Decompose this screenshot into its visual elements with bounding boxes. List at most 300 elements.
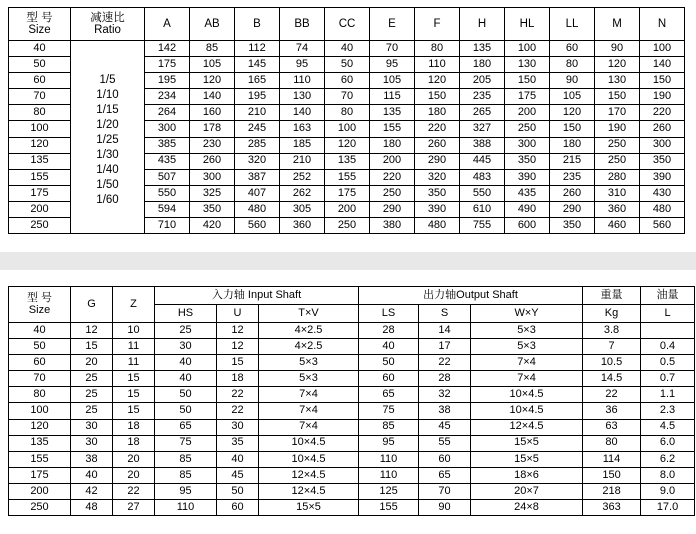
shaft-cell-tv: 7×4: [259, 403, 359, 419]
shaft-cell-l: 0.4: [641, 339, 695, 355]
dimension-cell: 387: [235, 169, 280, 185]
dimension-cell: 140: [280, 105, 325, 121]
shaft-cell-ls: 40: [359, 339, 419, 355]
dimension-cell: 120: [595, 57, 640, 73]
dimension-cell: 120: [415, 73, 460, 89]
shaft-cell-g: 38: [71, 451, 113, 467]
shaft-row: [9, 403, 695, 419]
shaft-row: [9, 323, 695, 339]
dimension-cell: 130: [280, 89, 325, 105]
shaft-cell-g: 12: [71, 323, 113, 339]
dimension-cell: 250: [595, 137, 640, 153]
shaft-cell-z: 15: [113, 387, 155, 403]
shaft-cell-ls: 85: [359, 419, 419, 435]
shaft-cell-hs: 65: [155, 419, 217, 435]
dimension-cell: 145: [235, 57, 280, 73]
shaft-cell-z: 18: [113, 435, 155, 451]
dimension-cell: 200: [370, 153, 415, 169]
dimension-cell: 165: [235, 73, 280, 89]
dimension-cell: 280: [595, 169, 640, 185]
shaft-cell-ls: 65: [359, 387, 419, 403]
dimension-cell: 190: [640, 89, 685, 105]
dimension-cell: 105: [550, 89, 595, 105]
shaft-cell-kg: 22: [583, 387, 641, 403]
ratio-item: 1/10: [96, 88, 119, 101]
col-header-txv: T×V: [259, 305, 359, 323]
shaft-row: [9, 355, 695, 371]
dimension-cell: 320: [415, 169, 460, 185]
model-size-header: [9, 287, 71, 323]
dimension-cell: 180: [415, 105, 460, 121]
shaft-cell-u: 35: [217, 435, 259, 451]
dimension-cell: 390: [415, 201, 460, 217]
shaft-cell-g: 42: [71, 483, 113, 499]
shaft-cell-tv: 5×3: [259, 371, 359, 387]
dimension-cell: 245: [235, 121, 280, 137]
dimension-cell: 190: [595, 121, 640, 137]
dimension-cell: 507: [145, 169, 190, 185]
dimension-cell: 250: [505, 121, 550, 137]
dimension-cell: 300: [640, 137, 685, 153]
shaft-cell-ls: 60: [359, 371, 419, 387]
dimension-cell: 480: [415, 218, 460, 234]
dimension-cell: 385: [145, 137, 190, 153]
dimension-cell: 150: [415, 89, 460, 105]
shaft-cell-s: 28: [419, 371, 471, 387]
shaft-cell-kg: 80: [583, 435, 641, 451]
shaft-cell-l: 4.5: [641, 419, 695, 435]
dimension-cell: 60: [325, 73, 370, 89]
shaft-cell-l: 1.1: [641, 387, 695, 403]
dimension-cell: 140: [640, 57, 685, 73]
shaft-cell-ls: 50: [359, 355, 419, 371]
dimension-cell: 420: [190, 218, 235, 234]
ratio-item: 1/20: [96, 118, 119, 131]
shaft-table: [8, 286, 695, 516]
dimension-cell: 250: [370, 185, 415, 201]
size-cell: 50: [9, 57, 71, 73]
dimension-cell: 260: [415, 137, 460, 153]
dimension-cell: 755: [460, 218, 505, 234]
size-cell: 120: [9, 137, 71, 153]
dimension-cell: 327: [460, 121, 505, 137]
dimension-cell: 234: [145, 89, 190, 105]
shaft-cell-s: 70: [419, 483, 471, 499]
shaft-cell-hs: 85: [155, 467, 217, 483]
shaft-cell-hs: 50: [155, 403, 217, 419]
shaft-cell-z: 15: [113, 403, 155, 419]
shaft-cell-s: 90: [419, 500, 471, 516]
shaft-cell-z: 20: [113, 451, 155, 467]
shaft-cell-tv: 4×2.5: [259, 323, 359, 339]
dimension-cell: 550: [460, 185, 505, 201]
col-header-b: B: [235, 8, 280, 41]
dimension-cell: 325: [190, 185, 235, 201]
dimension-cell: 150: [640, 73, 685, 89]
shaft-cell-g: 25: [71, 403, 113, 419]
shaft-cell-wy: 15×5: [471, 451, 583, 467]
dimension-cell: 120: [190, 73, 235, 89]
dimension-cell: 252: [280, 169, 325, 185]
shaft-cell-tv: 7×4: [259, 387, 359, 403]
dimension-cell: 260: [190, 153, 235, 169]
shaft-cell-ls: 155: [359, 500, 419, 516]
shaft-cell-size: 120: [9, 419, 71, 435]
dimension-cell: 200: [325, 201, 370, 217]
dimension-cell: 175: [145, 57, 190, 73]
dimension-cell: 305: [280, 201, 325, 217]
shaft-cell-s: 14: [419, 323, 471, 339]
weight-header-cn: 重量: [583, 287, 641, 305]
shaft-cell-s: 55: [419, 435, 471, 451]
col-header-ab: AB: [190, 8, 235, 41]
shaft-cell-size: 100: [9, 403, 71, 419]
shaft-cell-g: 15: [71, 339, 113, 355]
model-label: 型 号: [26, 291, 53, 304]
shaft-cell-u: 50: [217, 483, 259, 499]
shaft-cell-kg: 3.8: [583, 323, 641, 339]
shaft-cell-size: 155: [9, 451, 71, 467]
dimension-cell: 175: [325, 185, 370, 201]
dimension-cell: 200: [505, 105, 550, 121]
dimension-cell: 320: [235, 153, 280, 169]
dimension-cell: 195: [145, 73, 190, 89]
dimension-cell: 115: [370, 89, 415, 105]
model-size-header: [9, 8, 71, 41]
dimension-cell: 710: [145, 218, 190, 234]
shaft-cell-kg: 150: [583, 467, 641, 483]
dimension-cell: 112: [235, 41, 280, 57]
shaft-cell-g: 20: [71, 355, 113, 371]
ratio-item: 1/5: [99, 73, 116, 86]
dimension-cell: 170: [595, 105, 640, 121]
dimension-cell: 80: [325, 105, 370, 121]
dimension-cell: 594: [145, 201, 190, 217]
shaft-cell-tv: 10×4.5: [259, 451, 359, 467]
shaft-cell-s: 38: [419, 403, 471, 419]
shaft-cell-l: 0.5: [641, 355, 695, 371]
dimension-cell: 130: [595, 73, 640, 89]
shaft-row: [9, 419, 695, 435]
shaft-cell-z: 11: [113, 355, 155, 371]
shaft-cell-tv: 12×4.5: [259, 483, 359, 499]
dimension-cell: 40: [325, 41, 370, 57]
dimension-cell: 150: [505, 73, 550, 89]
shaft-cell-z: 22: [113, 483, 155, 499]
dimension-cell: 250: [595, 153, 640, 169]
shaft-cell-size: 60: [9, 355, 71, 371]
dimension-cell: 350: [415, 185, 460, 201]
dimension-cell: 110: [280, 73, 325, 89]
shaft-cell-wy: 18×6: [471, 467, 583, 483]
shaft-cell-l: [641, 323, 695, 339]
col-header-hl: HL: [505, 8, 550, 41]
dimension-cell: 105: [370, 73, 415, 89]
dimension-cell: 260: [550, 185, 595, 201]
dimension-cell: 310: [595, 185, 640, 201]
dimension-cell: 155: [370, 121, 415, 137]
col-header-n: N: [640, 8, 685, 41]
shaft-cell-z: 15: [113, 371, 155, 387]
shaft-cell-l: 8.0: [641, 467, 695, 483]
size-cell: 175: [9, 185, 71, 201]
dimension-cell: 195: [235, 89, 280, 105]
shaft-cell-size: 200: [9, 483, 71, 499]
dimension-cell: 135: [460, 41, 505, 57]
col-header-a: A: [145, 8, 190, 41]
shaft-cell-l: 0.7: [641, 371, 695, 387]
shaft-cell-size: 250: [9, 500, 71, 516]
shaft-row: [9, 371, 695, 387]
shaft-cell-s: 22: [419, 355, 471, 371]
col-header-hs: HS: [155, 305, 217, 323]
dimension-cell: 95: [370, 57, 415, 73]
dimension-cell: 215: [550, 153, 595, 169]
col-header-h: H: [460, 8, 505, 41]
dimension-cell: 95: [280, 57, 325, 73]
dimension-cell: 390: [505, 169, 550, 185]
dimension-cell: 480: [640, 201, 685, 217]
shaft-cell-g: 25: [71, 371, 113, 387]
col-header-cc: CC: [325, 8, 370, 41]
shaft-cell-tv: 7×4: [259, 419, 359, 435]
dimension-cell: 178: [190, 121, 235, 137]
size-cell: 60: [9, 73, 71, 89]
shaft-cell-kg: 114: [583, 451, 641, 467]
shaft-cell-hs: 110: [155, 500, 217, 516]
shaft-cell-hs: 40: [155, 355, 217, 371]
dimension-cell: 483: [460, 169, 505, 185]
shaft-cell-z: 20: [113, 467, 155, 483]
dimension-cell: 290: [370, 201, 415, 217]
dimension-cell: 85: [190, 41, 235, 57]
shaft-header-row-1: [9, 287, 695, 305]
shaft-cell-u: 12: [217, 339, 259, 355]
shaft-cell-u: 30: [217, 419, 259, 435]
shaft-cell-g: 25: [71, 387, 113, 403]
dimension-cell: 135: [325, 153, 370, 169]
dimensions-header-row: [9, 8, 685, 41]
size-cell: 135: [9, 153, 71, 169]
dimension-cell: 220: [415, 121, 460, 137]
dimensions-table: [8, 7, 685, 234]
shaft-cell-ls: 95: [359, 435, 419, 451]
dimension-cell: 285: [235, 137, 280, 153]
col-header-e: E: [370, 8, 415, 41]
model-label: 型 号: [26, 11, 53, 24]
dimension-cell: 160: [190, 105, 235, 121]
dimension-cell: 210: [280, 153, 325, 169]
col-header-f: F: [415, 8, 460, 41]
shaft-cell-size: 40: [9, 323, 71, 339]
shaft-cell-size: 50: [9, 339, 71, 355]
shaft-cell-l: 6.0: [641, 435, 695, 451]
dimension-cell: 60: [550, 41, 595, 57]
shaft-cell-wy: 24×8: [471, 500, 583, 516]
shaft-cell-wy: 15×5: [471, 435, 583, 451]
shaft-cell-hs: 50: [155, 387, 217, 403]
dimension-cell: 220: [640, 105, 685, 121]
dimension-cell: 264: [145, 105, 190, 121]
shaft-cell-wy: 5×3: [471, 323, 583, 339]
shaft-cell-wy: 20×7: [471, 483, 583, 499]
shaft-cell-u: 60: [217, 500, 259, 516]
shaft-cell-wy: 5×3: [471, 339, 583, 355]
dimension-cell: 175: [505, 89, 550, 105]
shaft-row: [9, 467, 695, 483]
dimension-cell: 610: [460, 201, 505, 217]
shaft-cell-kg: 218: [583, 483, 641, 499]
shaft-cell-z: 27: [113, 500, 155, 516]
input-shaft-header: 入力轴 Input Shaft: [155, 287, 359, 305]
shaft-cell-s: 65: [419, 467, 471, 483]
dimension-cell: 135: [370, 105, 415, 121]
dimension-cell: 180: [550, 137, 595, 153]
size-cell: 40: [9, 41, 71, 57]
dimension-cell: 300: [505, 137, 550, 153]
dimension-cell: 150: [595, 89, 640, 105]
dimension-cell: 300: [145, 121, 190, 137]
shaft-cell-kg: 7: [583, 339, 641, 355]
ratio-item: 1/15: [96, 103, 119, 116]
shaft-cell-g: 48: [71, 500, 113, 516]
shaft-cell-l: 6.2: [641, 451, 695, 467]
dimension-cell: 350: [640, 153, 685, 169]
dimension-cell: 390: [640, 169, 685, 185]
dimension-cell: 50: [325, 57, 370, 73]
dimension-cell: 350: [550, 218, 595, 234]
dimension-cell: 235: [460, 89, 505, 105]
dimension-cell: 435: [505, 185, 550, 201]
dimension-cell: 100: [325, 121, 370, 137]
dimension-cell: 205: [460, 73, 505, 89]
dimension-cell: 550: [145, 185, 190, 201]
shaft-row: [9, 451, 695, 467]
dimension-cell: 380: [370, 218, 415, 234]
ratio-item: 1/25: [96, 133, 119, 146]
dimension-cell: 265: [460, 105, 505, 121]
dimension-cell: 210: [235, 105, 280, 121]
shaft-cell-size: 70: [9, 371, 71, 387]
dimension-cell: 163: [280, 121, 325, 137]
size-cell: 155: [9, 169, 71, 185]
dimension-cell: 80: [550, 57, 595, 73]
dimension-cell: 230: [190, 137, 235, 153]
col-header-s: S: [419, 305, 471, 323]
shaft-cell-kg: 14.5: [583, 371, 641, 387]
shaft-cell-wy: 12×4.5: [471, 419, 583, 435]
shaft-cell-size: 135: [9, 435, 71, 451]
size-cell: 70: [9, 89, 71, 105]
shaft-cell-u: 22: [217, 403, 259, 419]
shaft-cell-z: 18: [113, 419, 155, 435]
shaft-cell-u: 12: [217, 323, 259, 339]
dimension-cell: 70: [370, 41, 415, 57]
size-cell: 200: [9, 201, 71, 217]
shaft-cell-l: 2.3: [641, 403, 695, 419]
size-label: Size: [28, 303, 51, 316]
shaft-cell-size: 175: [9, 467, 71, 483]
dimension-cell: 110: [415, 57, 460, 73]
shaft-cell-z: 10: [113, 323, 155, 339]
col-header-m: M: [595, 8, 640, 41]
col-header-u: U: [217, 305, 259, 323]
shaft-cell-kg: 36: [583, 403, 641, 419]
shaft-cell-tv: 15×5: [259, 500, 359, 516]
shaft-cell-u: 15: [217, 355, 259, 371]
shaft-cell-wy: 10×4.5: [471, 403, 583, 419]
dimension-cell: 360: [595, 201, 640, 217]
ratio-header: [71, 8, 145, 41]
oil-header-cn: 油量: [641, 287, 695, 305]
ratio-label-en: Ratio: [94, 24, 121, 36]
ratio-item: 1/50: [96, 178, 119, 191]
shaft-cell-s: 32: [419, 387, 471, 403]
dimension-cell: 100: [640, 41, 685, 57]
dimension-cell: 407: [235, 185, 280, 201]
ratio-list: [71, 41, 145, 234]
dimension-cell: 180: [460, 57, 505, 73]
shaft-cell-ls: 125: [359, 483, 419, 499]
shaft-cell-u: 22: [217, 387, 259, 403]
col-header-ll: LL: [550, 8, 595, 41]
shaft-cell-kg: 363: [583, 500, 641, 516]
shaft-cell-g: 40: [71, 467, 113, 483]
dimension-cell: 120: [325, 137, 370, 153]
shaft-cell-hs: 75: [155, 435, 217, 451]
dimension-cell: 80: [415, 41, 460, 57]
size-cell: 100: [9, 121, 71, 137]
dimension-cell: 600: [505, 218, 550, 234]
dimension-cell: 290: [415, 153, 460, 169]
shaft-cell-size: 80: [9, 387, 71, 403]
col-header-z: Z: [113, 287, 155, 323]
shaft-cell-ls: 110: [359, 451, 419, 467]
col-header-wxy: W×Y: [471, 305, 583, 323]
dimension-cell: 435: [145, 153, 190, 169]
size-cell: 80: [9, 105, 71, 121]
shaft-cell-s: 17: [419, 339, 471, 355]
shaft-row: [9, 387, 695, 403]
dimension-row: [9, 41, 685, 57]
shaft-cell-s: 45: [419, 419, 471, 435]
dimension-cell: 262: [280, 185, 325, 201]
dimension-cell: 140: [190, 89, 235, 105]
dimension-cell: 260: [640, 121, 685, 137]
shaft-cell-hs: 95: [155, 483, 217, 499]
dimension-cell: 350: [190, 201, 235, 217]
shaft-cell-g: 30: [71, 419, 113, 435]
shaft-cell-hs: 30: [155, 339, 217, 355]
size-cell: 250: [9, 218, 71, 234]
shaft-cell-hs: 40: [155, 371, 217, 387]
dimension-cell: 350: [505, 153, 550, 169]
ratio-item: 1/60: [96, 193, 119, 206]
dimension-cell: 105: [190, 57, 235, 73]
shaft-cell-z: 11: [113, 339, 155, 355]
shaft-row: [9, 339, 695, 355]
shaft-cell-hs: 25: [155, 323, 217, 339]
dimension-cell: 290: [550, 201, 595, 217]
section-divider: [0, 252, 696, 270]
shaft-cell-g: 30: [71, 435, 113, 451]
dimension-cell: 142: [145, 41, 190, 57]
shaft-row: [9, 435, 695, 451]
dimension-cell: 150: [550, 121, 595, 137]
shaft-cell-tv: 4×2.5: [259, 339, 359, 355]
dimension-cell: 300: [190, 169, 235, 185]
dimension-cell: 130: [505, 57, 550, 73]
